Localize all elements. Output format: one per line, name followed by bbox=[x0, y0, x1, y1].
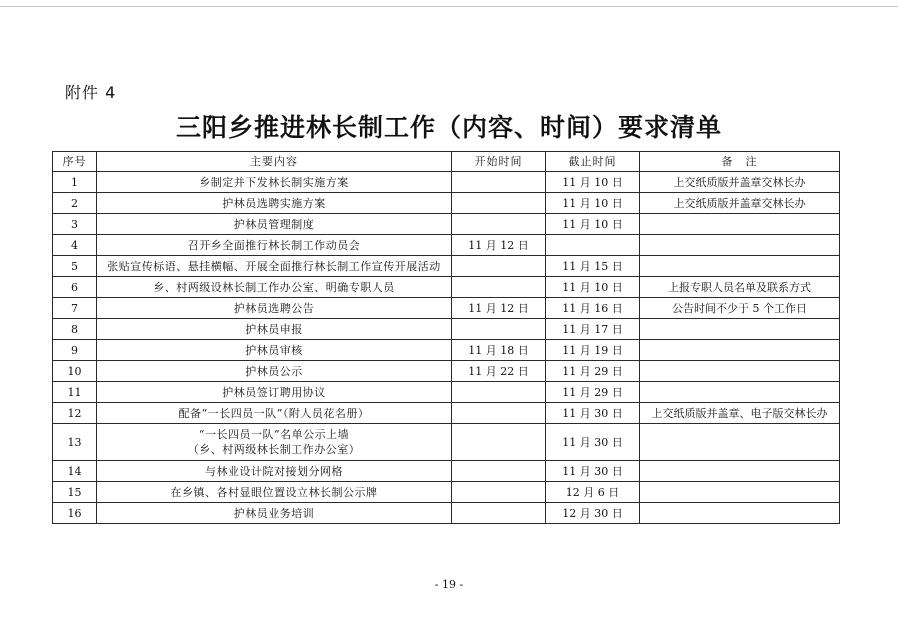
row-number-cell: 3 bbox=[53, 214, 97, 235]
end-time-cell: 11 月 10 日 bbox=[546, 193, 640, 214]
table-row bbox=[53, 193, 840, 214]
table-header-row bbox=[53, 152, 840, 172]
note-cell: 上交纸质版并盖章交林长办 bbox=[640, 193, 840, 214]
content-cell: 与林业设计院对接划分网格 bbox=[97, 461, 452, 482]
content-cell: 召开乡全面推行林长制工作动员会 bbox=[97, 235, 452, 256]
row-number-cell: 7 bbox=[53, 298, 97, 319]
note-cell bbox=[640, 214, 840, 235]
content-cell: 配备“一长四员一队”（附人员花名册） bbox=[97, 403, 452, 424]
row-number-cell: 16 bbox=[53, 503, 97, 524]
note-cell bbox=[640, 235, 840, 256]
note-cell bbox=[640, 382, 840, 403]
row-number-cell: 14 bbox=[53, 461, 97, 482]
document-title: 三阳乡推进林长制工作（内容、时间）要求清单 bbox=[175, 113, 722, 142]
note-cell bbox=[640, 319, 840, 340]
header-start: 开始时间 bbox=[452, 152, 546, 172]
end-time-cell: 11 月 10 日 bbox=[546, 172, 640, 193]
start-time-cell: 11 月 18 日 bbox=[452, 340, 546, 361]
note-cell: 上交纸质版并盖章交林长办 bbox=[640, 172, 840, 193]
table-row bbox=[53, 298, 840, 319]
end-time-cell: 11 月 10 日 bbox=[546, 214, 640, 235]
content-line: （乡、村两级林长制工作办公室） bbox=[187, 443, 361, 456]
table-row bbox=[53, 256, 840, 277]
start-time-cell bbox=[452, 461, 546, 482]
attachment-label: 附件 4 bbox=[65, 83, 117, 102]
note-cell bbox=[640, 482, 840, 503]
content-cell: 乡制定并下发林长制实施方案 bbox=[97, 172, 452, 193]
content-cell: 护林员审核 bbox=[97, 340, 452, 361]
note-cell: 上报专职人员名单及联系方式 bbox=[640, 277, 840, 298]
content-cell: 护林员业务培训 bbox=[97, 503, 452, 524]
row-number-cell: 5 bbox=[53, 256, 97, 277]
table-row bbox=[53, 403, 840, 424]
content-cell: 在乡镇、各村显眼位置设立林长制公示牌 bbox=[97, 482, 452, 503]
note-cell bbox=[640, 424, 840, 461]
table-row bbox=[53, 214, 840, 235]
end-time-cell: 11 月 16 日 bbox=[546, 298, 640, 319]
start-time-cell bbox=[452, 319, 546, 340]
note-cell bbox=[640, 256, 840, 277]
content-cell: 张贴宣传标语、悬挂横幅、开展全面推行林长制工作宣传开展活动 bbox=[97, 256, 452, 277]
end-time-cell: 11 月 10 日 bbox=[546, 277, 640, 298]
end-time-cell bbox=[546, 235, 640, 256]
table-row bbox=[53, 277, 840, 298]
end-time-cell: 11 月 19 日 bbox=[546, 340, 640, 361]
row-number-cell: 4 bbox=[53, 235, 97, 256]
table-row bbox=[53, 482, 840, 503]
header-no: 序号 bbox=[53, 152, 97, 172]
start-time-cell bbox=[452, 424, 546, 461]
end-time-cell: 12 月 6 日 bbox=[546, 482, 640, 503]
table-row bbox=[53, 382, 840, 403]
end-time-cell: 11 月 15 日 bbox=[546, 256, 640, 277]
table-row bbox=[53, 319, 840, 340]
note-cell: 公告时间不少于 5 个工作日 bbox=[640, 298, 840, 319]
row-number-cell: 9 bbox=[53, 340, 97, 361]
content-cell bbox=[97, 424, 452, 461]
start-time-cell: 11 月 12 日 bbox=[452, 298, 546, 319]
start-time-cell bbox=[452, 172, 546, 193]
row-number-cell: 10 bbox=[53, 361, 97, 382]
row-number-cell: 13 bbox=[53, 424, 97, 461]
content-cell: 护林员选聘实施方案 bbox=[97, 193, 452, 214]
header-content: 主要内容 bbox=[97, 152, 452, 172]
table-row bbox=[53, 503, 840, 524]
requirements-table bbox=[52, 151, 840, 524]
header-note: 备 注 bbox=[640, 152, 840, 172]
table-row bbox=[53, 461, 840, 482]
end-time-cell: 11 月 30 日 bbox=[546, 461, 640, 482]
content-cell: 乡、村两级设林长制工作办公室、明确专职人员 bbox=[97, 277, 452, 298]
page-number: - 19 - bbox=[434, 578, 464, 591]
end-time-cell: 11 月 30 日 bbox=[546, 424, 640, 461]
content-line: “一长四员一队”名单公示上墙 bbox=[198, 428, 350, 441]
table-row bbox=[53, 424, 840, 461]
row-number-cell: 6 bbox=[53, 277, 97, 298]
note-cell bbox=[640, 361, 840, 382]
note-cell bbox=[640, 503, 840, 524]
note-cell: 上交纸质版并盖章、电子版交林长办 bbox=[640, 403, 840, 424]
start-time-cell bbox=[452, 403, 546, 424]
table-row bbox=[53, 340, 840, 361]
content-cell: 护林员申报 bbox=[97, 319, 452, 340]
end-time-cell: 11 月 30 日 bbox=[546, 403, 640, 424]
content-cell: 护林员签订聘用协议 bbox=[97, 382, 452, 403]
start-time-cell bbox=[452, 482, 546, 503]
start-time-cell bbox=[452, 214, 546, 235]
table-body bbox=[53, 172, 840, 524]
table-row bbox=[53, 235, 840, 256]
row-number-cell: 8 bbox=[53, 319, 97, 340]
end-time-cell: 11 月 29 日 bbox=[546, 361, 640, 382]
end-time-cell: 11 月 17 日 bbox=[546, 319, 640, 340]
content-cell: 护林员公示 bbox=[97, 361, 452, 382]
start-time-cell bbox=[452, 382, 546, 403]
table-row bbox=[53, 172, 840, 193]
row-number-cell: 11 bbox=[53, 382, 97, 403]
start-time-cell bbox=[452, 193, 546, 214]
content-cell: 护林员管理制度 bbox=[97, 214, 452, 235]
row-number-cell: 2 bbox=[53, 193, 97, 214]
start-time-cell: 11 月 22 日 bbox=[452, 361, 546, 382]
start-time-cell bbox=[452, 277, 546, 298]
start-time-cell: 11 月 12 日 bbox=[452, 235, 546, 256]
end-time-cell: 12 月 30 日 bbox=[546, 503, 640, 524]
row-number-cell: 12 bbox=[53, 403, 97, 424]
row-number-cell: 1 bbox=[53, 172, 97, 193]
table-row bbox=[53, 361, 840, 382]
scan-top-rule bbox=[0, 6, 898, 7]
header-end: 截止时间 bbox=[546, 152, 640, 172]
row-number-cell: 15 bbox=[53, 482, 97, 503]
end-time-cell: 11 月 29 日 bbox=[546, 382, 640, 403]
start-time-cell bbox=[452, 256, 546, 277]
start-time-cell bbox=[452, 503, 546, 524]
content-cell: 护林员选聘公告 bbox=[97, 298, 452, 319]
note-cell bbox=[640, 461, 840, 482]
note-cell bbox=[640, 340, 840, 361]
